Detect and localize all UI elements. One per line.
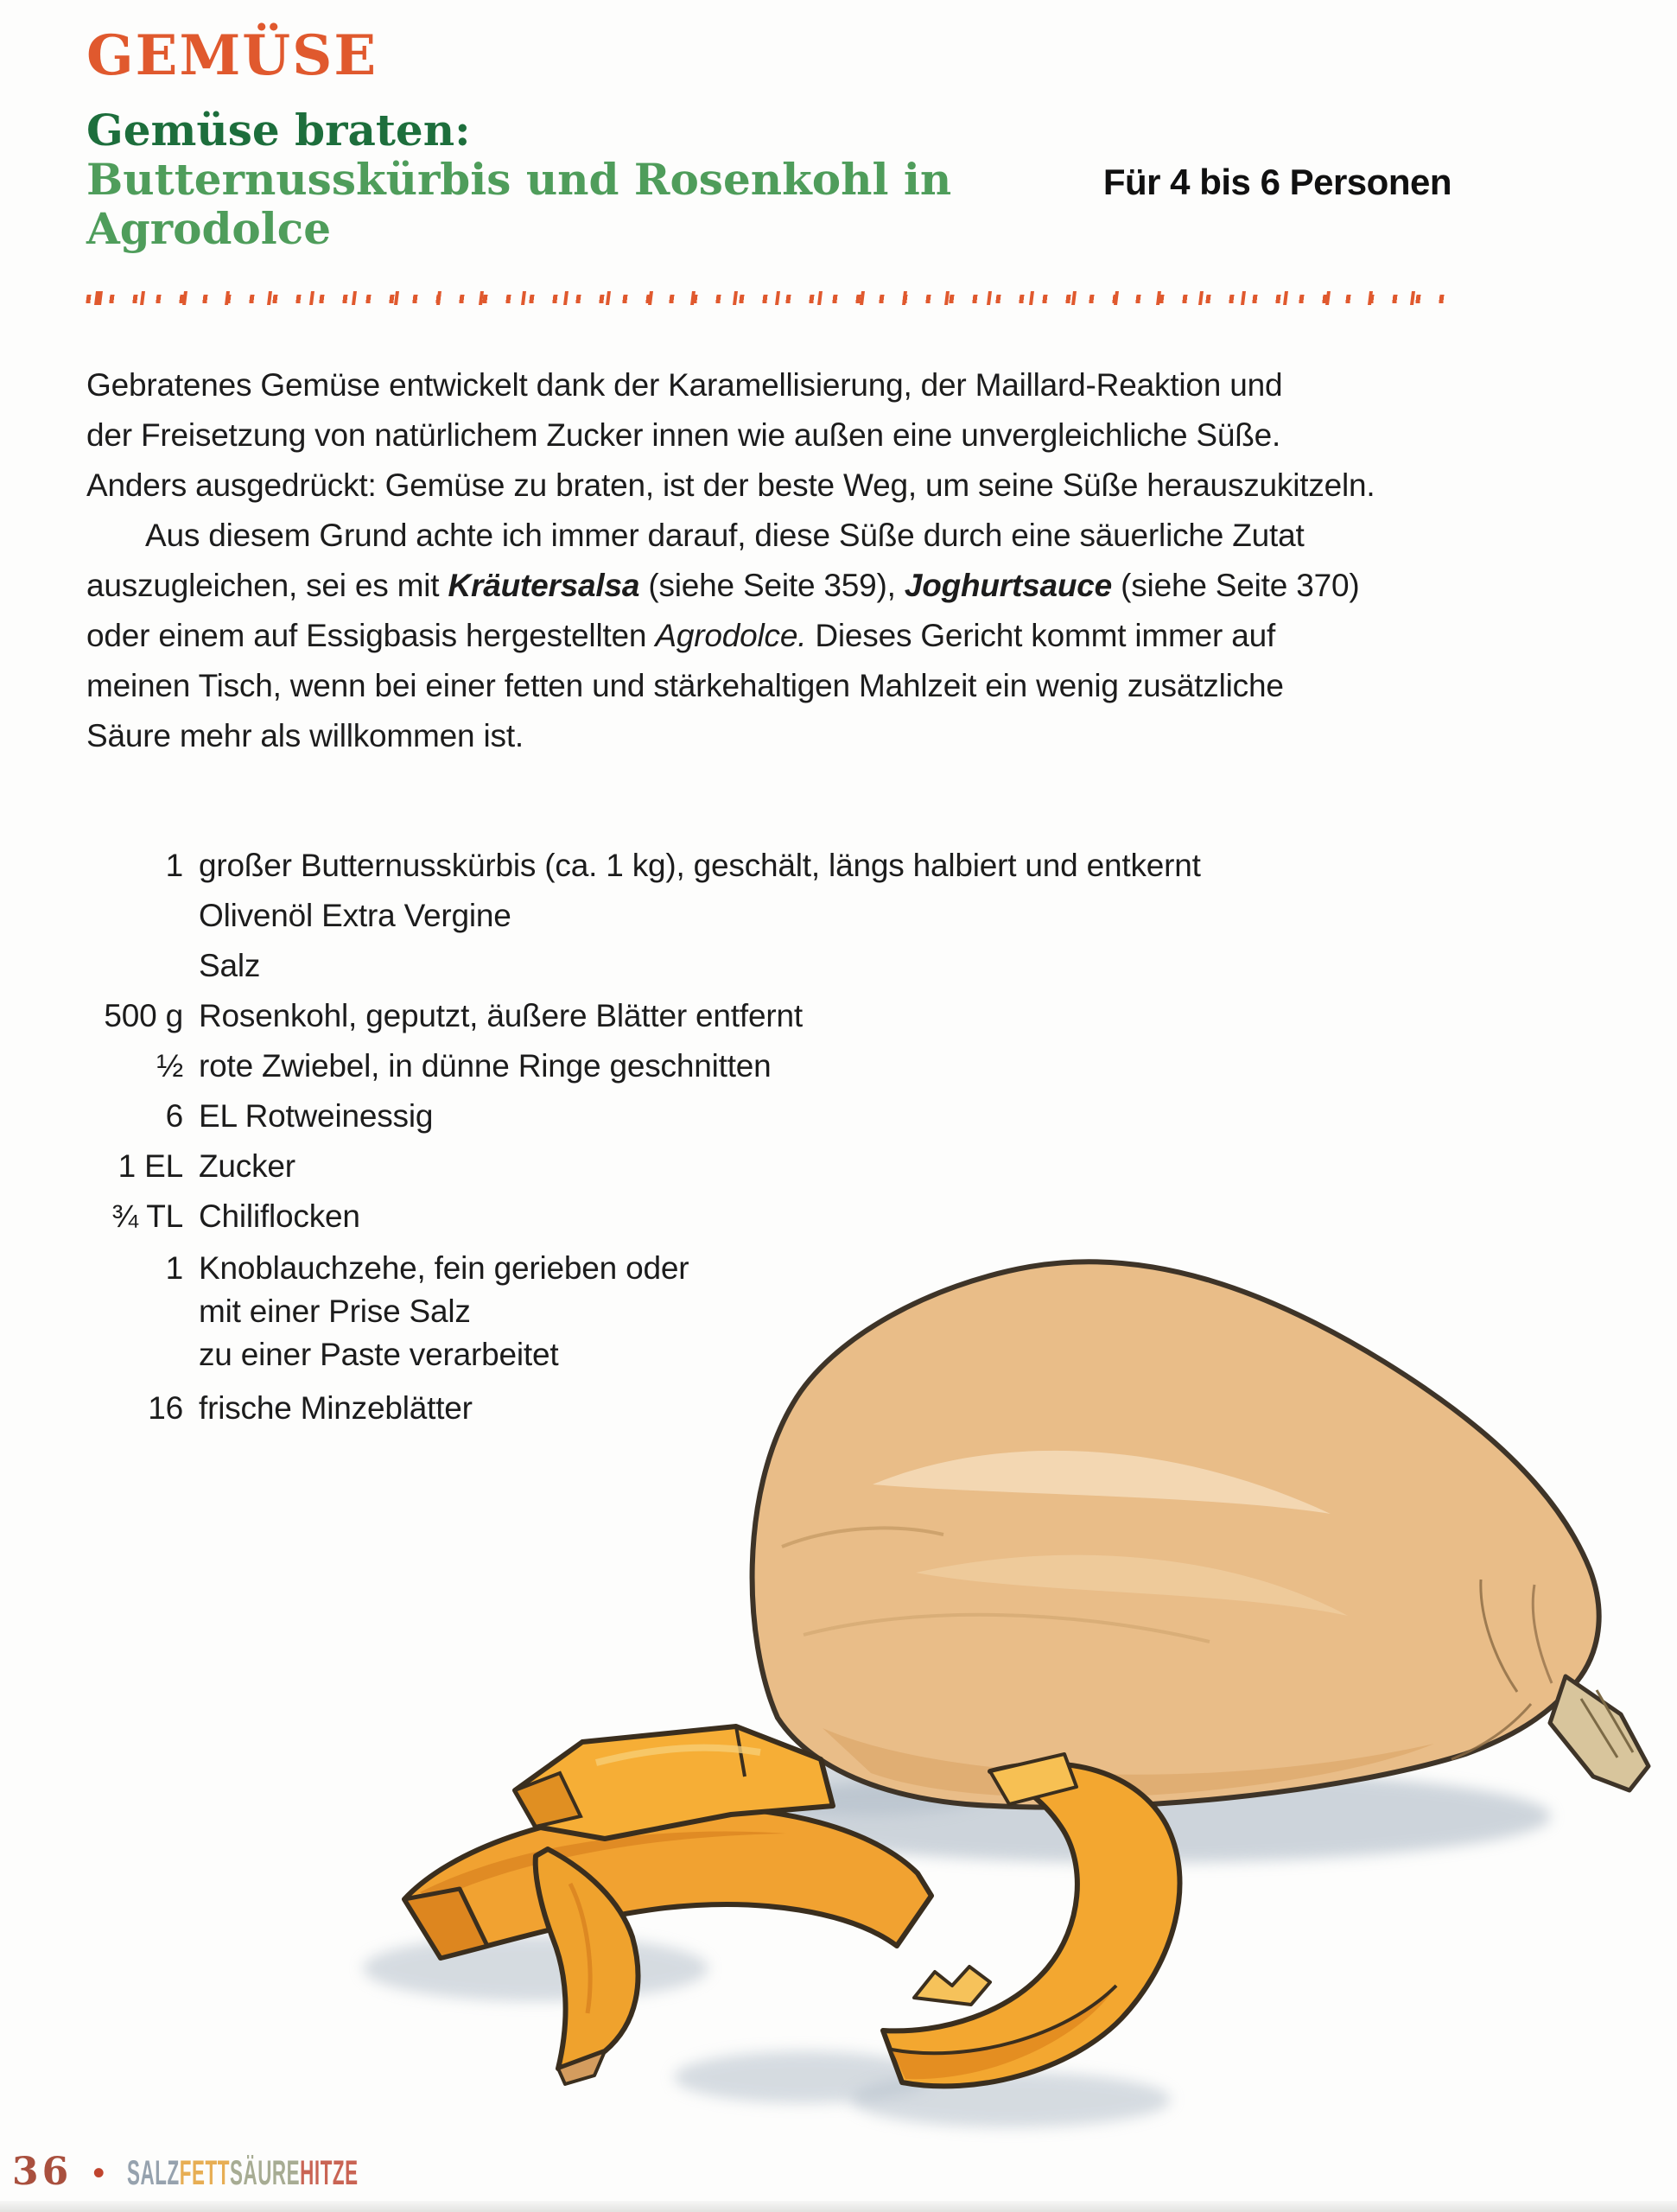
text-segment: (siehe Seite 370) xyxy=(1112,568,1360,603)
ingredient-text xyxy=(199,1141,295,1192)
ingredient-text xyxy=(199,991,803,1041)
section-title: GEMÜSE xyxy=(86,23,378,88)
text-segment: auszugleichen, sei es mit xyxy=(86,568,448,603)
recipe-reference: Joghurtsauce xyxy=(904,568,1113,603)
ingredient-line: frische Minzeblätter xyxy=(199,1390,473,1426)
recipe-reference: Agrodolce. xyxy=(655,618,807,653)
ingredient-text xyxy=(199,941,260,991)
page-bottom-edge xyxy=(0,2201,1677,2212)
text-segment: oder einem auf Essigbasis hergestellten xyxy=(86,618,656,653)
ingredient-row xyxy=(86,941,1451,991)
paragraph-line: meinen Tisch, wenn bei einer fetten und stärkehaltigen Mahlzeit ein wenig zusätzliche xyxy=(86,668,1284,703)
ingredient-row xyxy=(86,1041,1451,1091)
ingredient-qty: 6 xyxy=(165,1098,183,1134)
dotted-divider xyxy=(86,291,1445,305)
ingredient-text xyxy=(199,1041,772,1091)
ingredient-row xyxy=(86,1383,1451,1433)
ingredient-row xyxy=(86,1141,1451,1192)
text-segment: (siehe Seite 359), xyxy=(639,568,905,603)
ingredient-line: Rosenkohl, geputzt, äußere Blätter entfernt xyxy=(199,998,803,1033)
ingredient-text xyxy=(199,1383,473,1433)
logo-segment: FETT xyxy=(179,2154,231,2192)
ingredient-line: EL Rotweinessig xyxy=(199,1098,434,1134)
ingredient-qty: ¾ TL xyxy=(111,1198,183,1234)
logo-segment: SÄURE xyxy=(230,2154,301,2192)
ingredient-row xyxy=(86,1091,1451,1141)
paragraph-line xyxy=(86,561,1451,611)
bullet-separator: • xyxy=(92,2154,105,2192)
page-content xyxy=(86,23,1451,1433)
recipe-title-line2: Butternusskürbis und Rosenkohl in Agrodolce xyxy=(86,154,952,254)
text-segment: Dieses Gericht kommt immer auf xyxy=(806,618,1276,653)
ingredient-qty: 1 EL xyxy=(118,1148,183,1184)
ingredient-text xyxy=(199,841,1201,891)
intro-paragraphs xyxy=(86,360,1451,761)
squash-wedges xyxy=(404,1726,1179,2086)
servings-label: Für 4 bis 6 Personen xyxy=(1102,162,1451,202)
logo-segment: SALZ xyxy=(127,2154,180,2192)
ingredient-text xyxy=(199,1192,360,1242)
ingredient-row xyxy=(86,841,1451,891)
paragraph-line: Anders ausgedrückt: Gemüse zu braten, ist der beste Weg, um seine Süße herauszukitzeln. xyxy=(86,467,1375,503)
recipe-reference: Kräutersalsa xyxy=(448,568,640,603)
ingredient-qty: 16 xyxy=(148,1390,183,1426)
ingredient-line: rote Zwiebel, in dünne Ringe geschnitten xyxy=(199,1048,772,1084)
ingredient-line: Chiliflocken xyxy=(199,1198,360,1234)
recipe-title-row xyxy=(86,155,1451,253)
ingredient-line: Zucker xyxy=(199,1148,295,1184)
ingredient-row xyxy=(86,891,1451,941)
ingredient-qty: ½ xyxy=(156,1048,183,1084)
ingredient-row xyxy=(86,1192,1451,1242)
ingredient-list xyxy=(86,841,1451,1433)
paragraph-line: Aus diesem Grund achte ich immer darauf, diese Süße durch eine säuerliche Zutat xyxy=(145,518,1305,553)
paragraph-line: Gebratenes Gemüse entwickelt dank der Karamellisierung, der Maillard-Reaktion und xyxy=(86,367,1283,403)
ingredient-text xyxy=(199,1091,433,1141)
ingredient-line: großer Butternusskürbis (ca. 1 kg), geschält, längs halbiert und entkernt xyxy=(199,848,1201,883)
page-number: 36 xyxy=(12,2150,73,2194)
ingredient-line: Salz xyxy=(199,948,261,983)
page-footer xyxy=(12,2150,540,2194)
ingredient-qty: 1 xyxy=(165,848,183,883)
ingredient-line: mit einer Prise Salz xyxy=(199,1294,471,1329)
logo-segment: HITZE xyxy=(300,2154,359,2192)
ingredient-line: Olivenöl Extra Vergine xyxy=(199,898,511,933)
ingredient-text xyxy=(199,891,511,941)
paragraph-line: Säure mehr als willkommen ist. xyxy=(86,718,524,753)
paragraph-line: der Freisetzung von natürlichem Zucker innen wie außen eine unvergleichliche Süße. xyxy=(86,417,1281,453)
ingredient-qty: 1 xyxy=(165,1250,183,1286)
ingredient-row xyxy=(86,991,1451,1041)
ingredient-line: Knoblauchzehe, fein gerieben oder xyxy=(199,1250,689,1286)
ingredient-line: zu einer Paste verarbeitet xyxy=(199,1337,559,1372)
squash-stem xyxy=(1550,1676,1648,1790)
book-logo xyxy=(127,2154,359,2193)
ingredient-text xyxy=(199,1247,689,1376)
ingredient-row xyxy=(86,1242,1451,1376)
recipe-title-line1: Gemüse braten: xyxy=(86,105,471,156)
ingredient-qty: 500 g xyxy=(104,998,183,1033)
cast-shadows xyxy=(363,1753,1551,2127)
paragraph-line xyxy=(86,611,1451,661)
